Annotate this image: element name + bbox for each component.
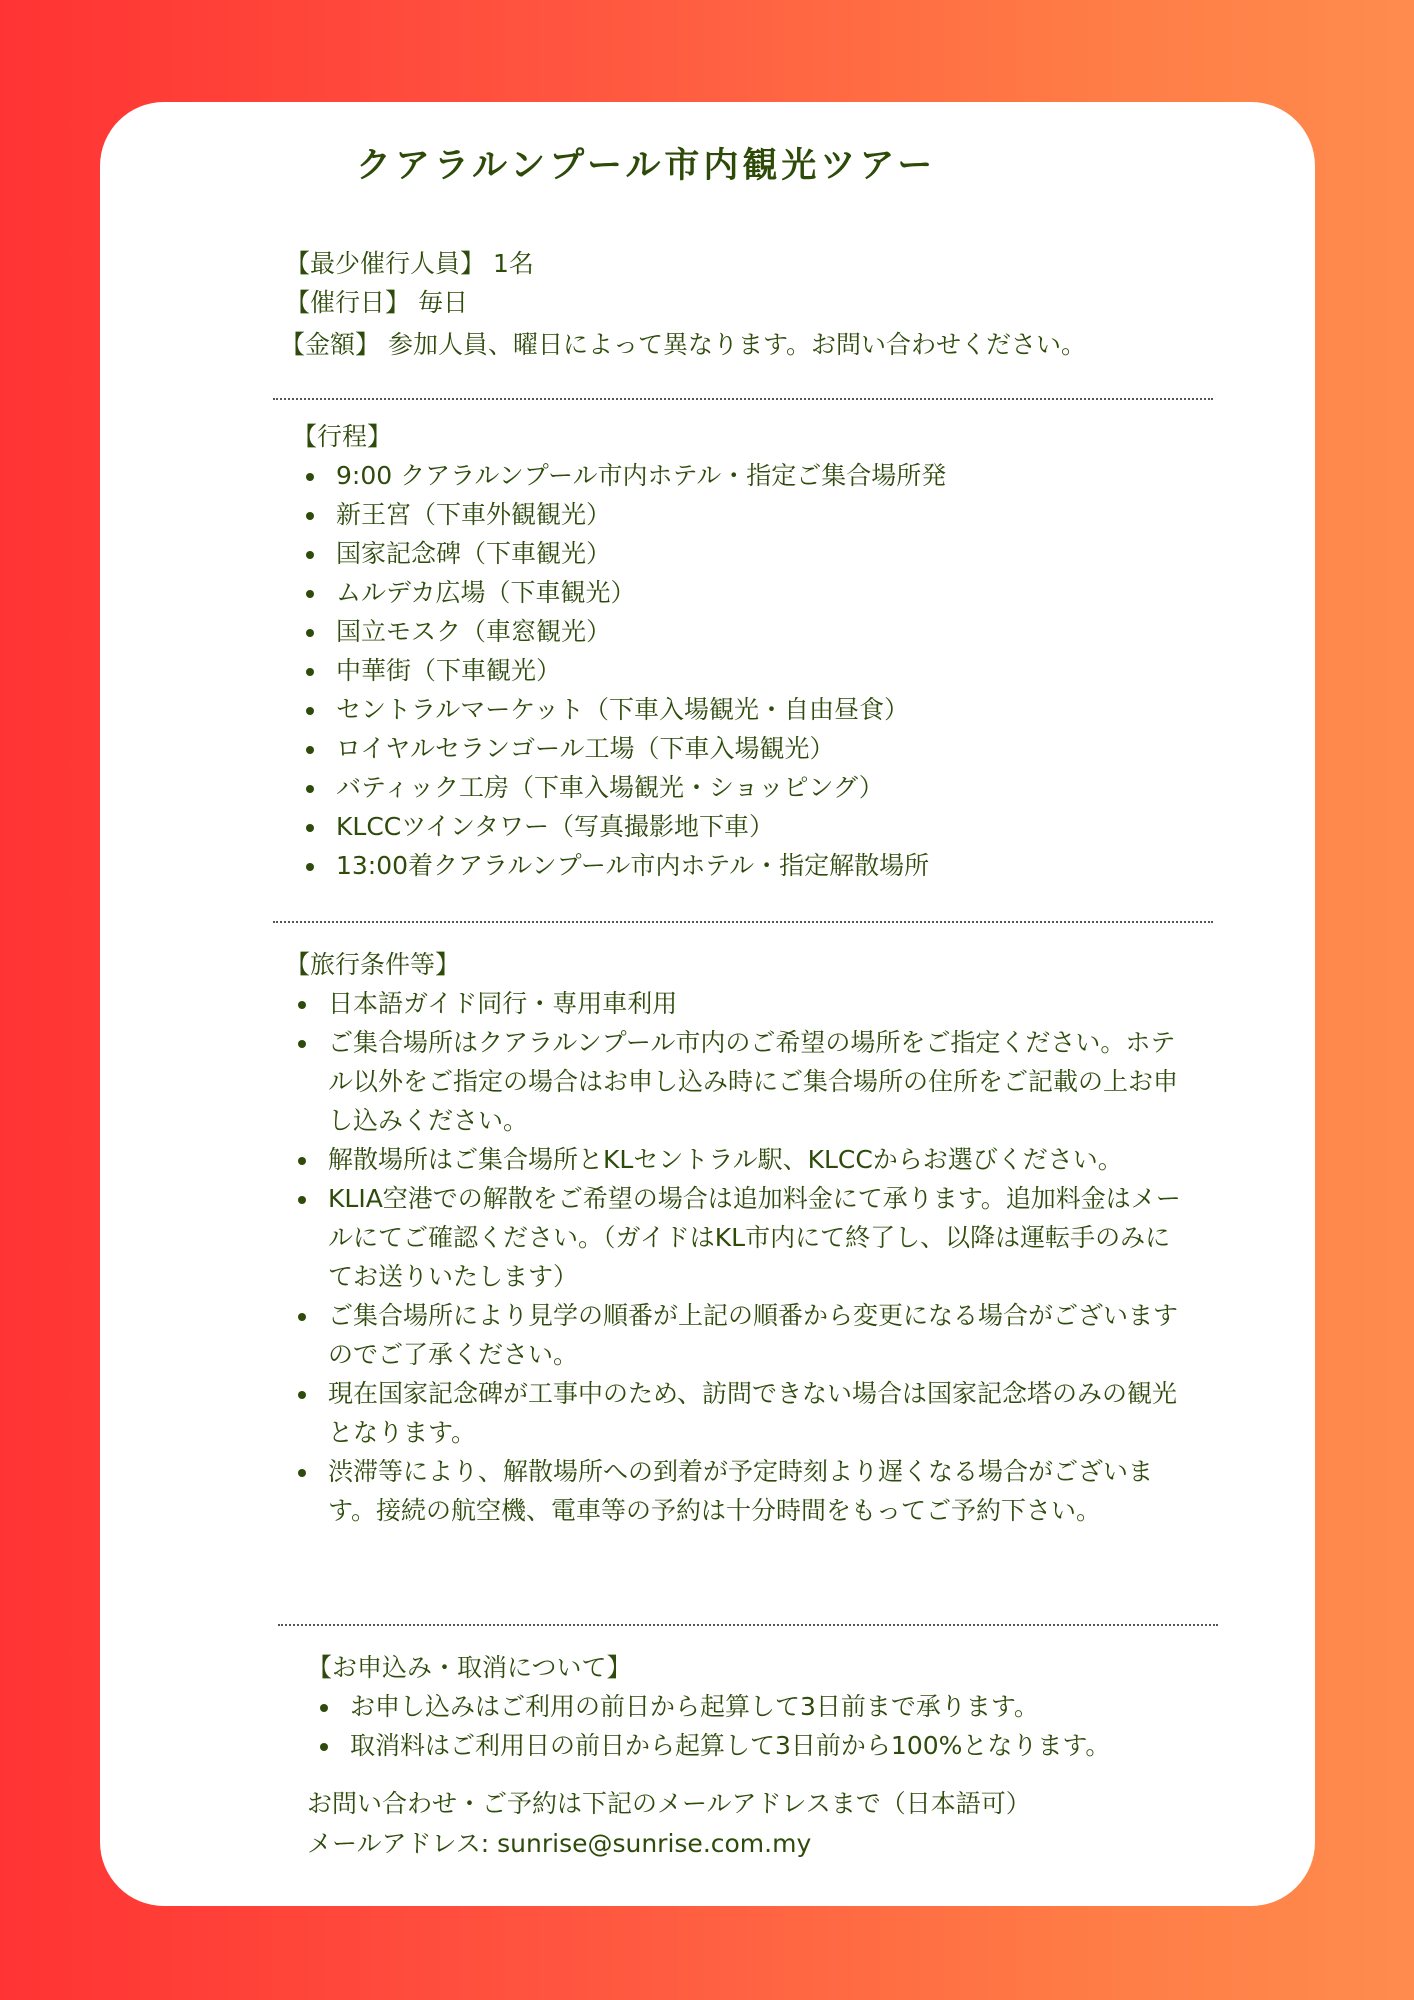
price-text: 【金額】 参加人員、曜日によって異なります。お問い合わせください。 — [280, 330, 1086, 359]
application-list — [314, 1687, 1110, 1765]
bullet — [298, 1469, 306, 1477]
dates-text: 【催行日】 毎日 — [285, 288, 468, 317]
condition-item: 現在国家記念碑が工事中のため、訪問できない場合は国家記念塔のみの観光となります。 — [292, 1374, 1192, 1452]
condition-item: 渋滞等により、解散場所への到着が予定時刻より遅くなる場合がございます。接続の航空機、電車等の予約は十分時間をもってご予約下さい。 — [292, 1452, 1192, 1530]
bullet — [320, 1704, 328, 1712]
contact-note: お問い合わせ・ご予約は下記のメールアドレスまで（日本語可） — [307, 1789, 1031, 1818]
bullet — [306, 668, 314, 676]
bullet — [306, 629, 314, 637]
bullet — [298, 1196, 306, 1204]
condition-item: ご集合場所はクアラルンプール市内のご希望の場所をご指定ください。ホテル以外をご指定の場合はお申し込み時にご集合場所の住所をご記載の上お申し込みください。 — [292, 1023, 1192, 1140]
bullet — [306, 590, 314, 598]
bullet — [306, 473, 314, 481]
bullet — [298, 1313, 306, 1321]
application-heading: 【お申込み・取消について】 — [307, 1653, 632, 1682]
page-title: クアラルンプール市内観光ツアー — [356, 146, 937, 186]
itinerary-item: 国家記念碑（下車観光） — [300, 534, 946, 573]
divider-3 — [278, 1624, 1218, 1626]
itinerary-list — [300, 456, 946, 885]
condition-item: 日本語ガイド同行・専用車利用 — [292, 984, 1192, 1023]
itinerary-item: ムルデカ広場（下車観光） — [300, 573, 946, 612]
condition-item: KLIA空港での解散をご希望の場合は追加料金にて承ります。追加料金はメールにてご確認ください。（ガイドはKL市内にて終了し、以降は運転手のみにてお送りいたします） — [292, 1179, 1192, 1296]
bullet — [298, 1001, 306, 1009]
itinerary-item: 13:00着クアラルンプール市内ホテル・指定解散場所 — [300, 846, 946, 885]
itinerary-item: 国立モスク（車窓観光） — [300, 612, 946, 651]
email-address[interactable]: sunrise@sunrise.com.my — [497, 1829, 812, 1858]
conditions-list — [292, 984, 1192, 1530]
bullet — [298, 1040, 306, 1048]
bullet — [306, 551, 314, 559]
condition-item: ご集合場所により見学の順番が上記の順番から変更になる場合がございますのでご了承ください。 — [292, 1296, 1192, 1374]
condition-item: 解散場所はご集合場所とKLセントラル駅、KLCCからお選びください。 — [292, 1140, 1192, 1179]
itinerary-item: セントラルマーケット（下車入場観光・自由昼食） — [300, 690, 946, 729]
itinerary-heading: 【行程】 — [292, 422, 393, 451]
min-people-text: 【最少催行人員】 1名 — [285, 249, 534, 278]
itinerary-item: バティック工房（下車入場観光・ショッピング） — [300, 768, 946, 807]
itinerary-item: KLCCツインタワー（写真撮影地下車） — [300, 807, 946, 846]
bullet — [306, 824, 314, 832]
tour-card — [100, 102, 1315, 1906]
bullet — [306, 785, 314, 793]
conditions-heading: 【旅行条件等】 — [285, 950, 461, 979]
bullet — [306, 707, 314, 715]
bullet — [298, 1391, 306, 1399]
bullet — [298, 1157, 306, 1165]
bullet — [320, 1743, 328, 1751]
itinerary-item: 中華街（下車観光） — [300, 651, 946, 690]
itinerary-item: ロイヤルセランゴール工場（下車入場観光） — [300, 729, 946, 768]
divider-2 — [273, 921, 1213, 923]
itinerary-item: 9:00 クアラルンプール市内ホテル・指定ご集合場所発 — [300, 456, 946, 495]
application-item: お申し込みはご利用の前日から起算して3日前まで承ります。 — [314, 1687, 1110, 1726]
email-label: メールアドレス: — [307, 1829, 498, 1858]
contact-email-line — [307, 1824, 811, 1863]
itinerary-item: 新王宮（下車外観観光） — [300, 495, 946, 534]
divider-1 — [273, 398, 1213, 400]
bullet — [306, 512, 314, 520]
bullet — [306, 863, 314, 871]
application-item: 取消料はご利用日の前日から起算して3日前から100%となります。 — [314, 1726, 1110, 1765]
bullet — [306, 746, 314, 754]
